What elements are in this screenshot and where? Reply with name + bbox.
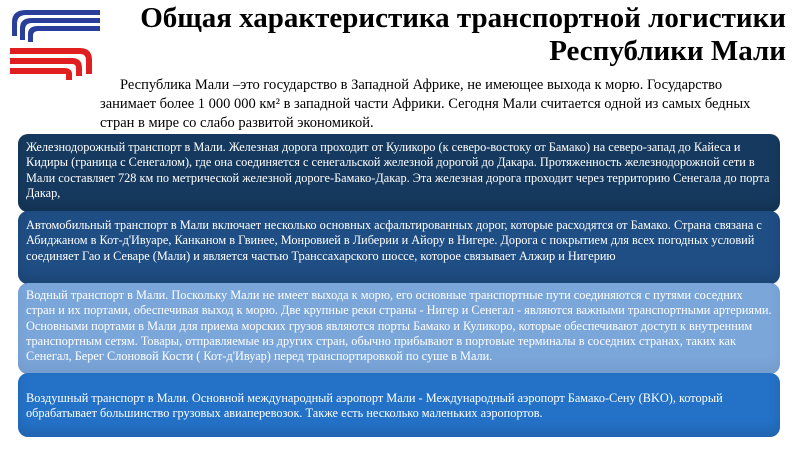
page-title: Общая характеристика транспортной логистики Республики Мали	[140, 2, 786, 67]
air-transport-block: Воздушный транспорт в Мали. Основной международный аэропорт Мали - Международный аэропорт Бамако-Сену (BKO), который обрабатывает большинство грузовых авиаперевозок. Также есть несколько маленьких аэропортов.	[18, 373, 780, 437]
intro-paragraph: Республика Мали –это государство в Западной Африке, не имеющее выхода к морю. Государство занимает более 1 000 000 км² в западной части Африки. Сегодня Мали считается одной из самых бедных стран в мире со слабо развитой экономикой.	[100, 77, 751, 131]
rail-transport-block: Железнодорожный транспорт в Мали. Железная дорога проходит от Куликоро (к северо-востоку от Бамако) на северо-запад до Кайеса и Кидиры (граница с Сенегалом), где она соединяется с сенегальской железной дорогой до Дакара. Протяженность железнодорожной сети в Мали составляет 728 км по метрической железной дороге-Бамако-Дакар. Эта железная дорога проходит через территорию Сенегала до порта Дакар,	[18, 134, 780, 212]
road-transport-block: Автомобильный транспорт в Мали включает несколько основных асфальтированных дорог, которые расходятся от Бамако. Страна связана с Абиджаном в Кот-д'Ивуаре, Канканом в Гвинее, Монровией в Либерии и Айору в Нигере. Дорога с покрытием для всех погодных условий соединяет Гао и Севаре (Мали) и является частью Транссахарского шоссе, которое связывает Алжир и Нигерию	[18, 211, 780, 284]
stripes-logo-icon	[6, 4, 106, 84]
water-transport-block: Водный транспорт в Мали. Поскольку Мали не имеет выхода к морю, его основные транспортные пути соединяются с путями соседних стран и их портами, обеспечивая выход к морю. Две крупные реки страны - Нигер и Сенегал - являются важными транспортными артериями. Основными портами в Мали для приема морских грузов являются порты Бамако и Куликоро, которые обеспечивают доступ к внутренним транспортным сетям. Товары, отправляемые из других стран, обычно прибывают в портовые терминалы в соседних странах, таких как Сенегал, Берег Слоновой Кости ( Кот-д'Ивуар) перед транспортировкой по суше в Мали.	[18, 283, 780, 374]
